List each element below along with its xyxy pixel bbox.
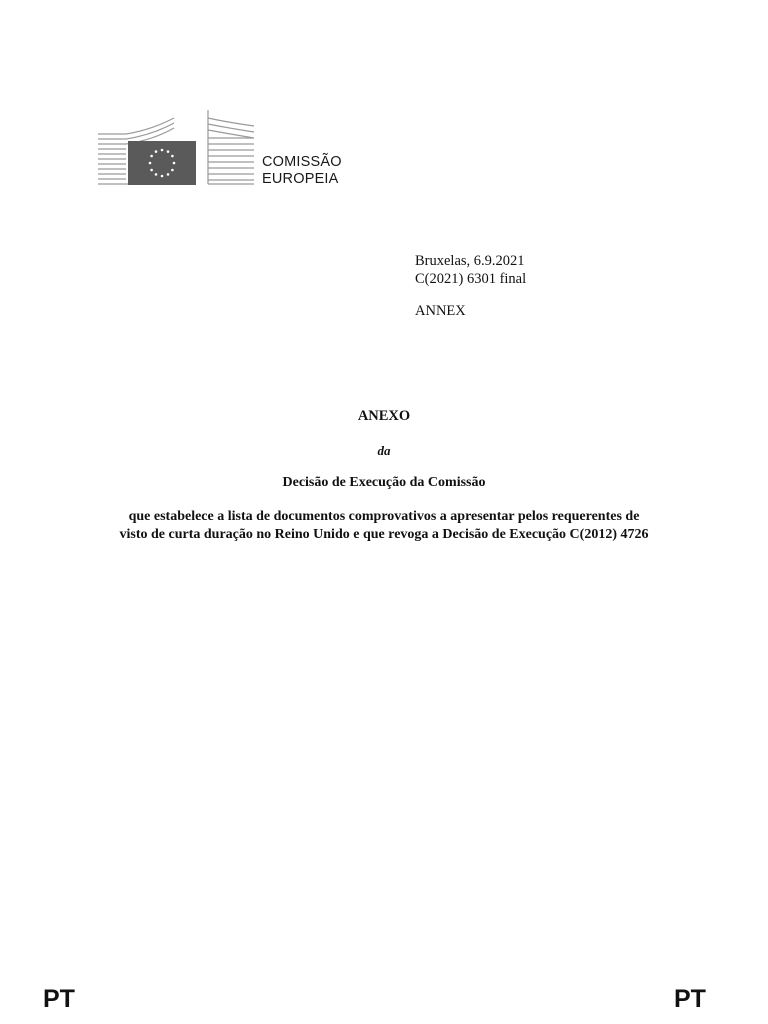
language-code-left: PT <box>43 985 75 1013</box>
institution-line-1: COMISSÃO <box>262 154 342 170</box>
subject-line-1: que estabelece a lista de documentos comprovativos a apresentar pelos requerentes de <box>128 509 640 524</box>
institution-name <box>262 154 342 188</box>
title-subject <box>0 508 768 544</box>
language-code-right: PT <box>674 985 706 1013</box>
title-anexo: ANEXO <box>357 408 411 424</box>
title-da: da <box>377 443 391 458</box>
document-meta <box>415 252 526 320</box>
document-reference: C(2021) 6301 final <box>415 271 527 287</box>
eu-flag <box>128 141 196 185</box>
european-commission-logo <box>96 108 256 188</box>
logo-right-lines <box>208 110 254 184</box>
annex-label: ANNEX <box>415 303 466 319</box>
title-decision: Decisão de Execução da Comissão <box>282 475 486 490</box>
subject-line-2: visto de curta duração no Reino Unido e que revoga a Decisão de Execução C(2012) 4726 <box>119 527 649 542</box>
place-date: Bruxelas, 6.9.2021 <box>415 253 525 269</box>
institution-line-2: EUROPEIA <box>262 171 339 187</box>
